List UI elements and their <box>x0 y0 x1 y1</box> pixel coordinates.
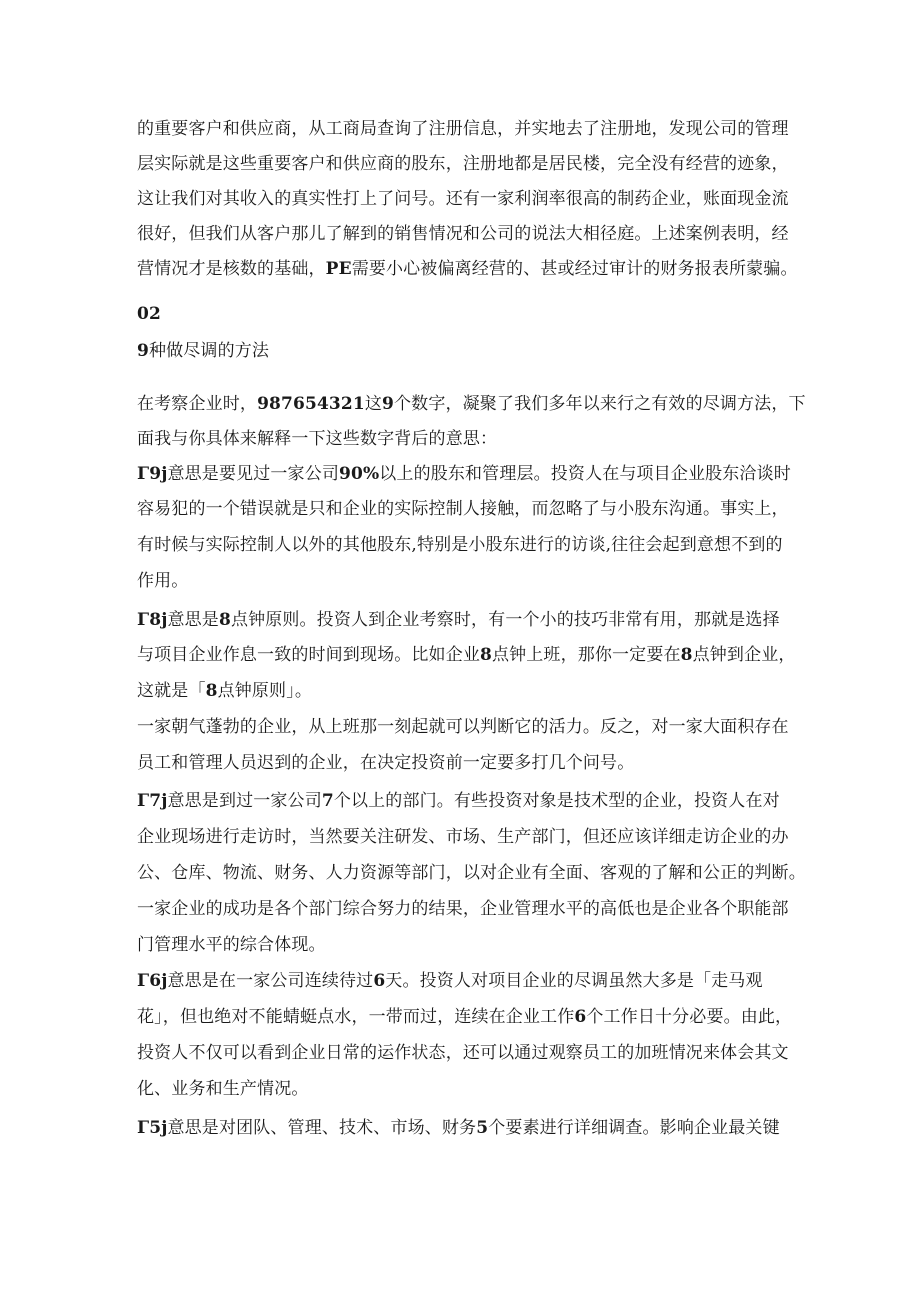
bold-text: Γ7j <box>137 791 168 811</box>
text-run: 一家企业的成功是各个部门综合努力的结果，企业管理水平的高低也是企业各个职能部 <box>137 899 789 919</box>
text-run: 层实际就是这些重要客户和供应商的股东，注册地都是居民楼，完全没有经营的迹象， <box>137 154 789 174</box>
item-9-line <box>137 533 783 557</box>
text-run: 以上的股东和管理层。投资人在与项目企业股东洽谈时 <box>379 464 791 484</box>
item-7-line <box>137 897 789 921</box>
item-7-line <box>137 861 806 885</box>
item-8-line <box>137 608 780 632</box>
text-run: 点钟原则。投资人到企业考察时，有一个小的技巧非常有用，那就是选择 <box>230 610 780 630</box>
item-8-line <box>137 643 796 667</box>
text-run: 营情况才是核数的基础， <box>137 259 326 279</box>
bold-text: 9 <box>382 394 395 414</box>
text-run: 有时候与实际控制人以外的其他股东,特别是小股东进行的访谈,往往会起到意想不到的 <box>137 535 783 555</box>
bold-text: Γ6j <box>137 971 168 991</box>
item-7-line <box>137 825 789 849</box>
text-run: 这让我们对其收入的真实性打上了问号。还有一家利润率很高的制药企业，账面现金流 <box>137 189 789 209</box>
text-run: 需要小心被偏离经营的、甚或经过审计的财务报表所蒙骗。 <box>351 259 798 279</box>
bold-text: 6 <box>574 1007 587 1027</box>
text-run: 面我与你具体来解释一下这些数字背后的意思： <box>137 429 498 449</box>
text-run: 这就是「 <box>137 681 206 701</box>
text-run: 投资人不仅可以看到企业日常的运作状态，还可以通过观察员工的加班情况来体会其文 <box>137 1043 789 1063</box>
bold-text: 5 <box>476 1118 489 1138</box>
paragraph-line <box>137 392 806 416</box>
item-6-line <box>137 1005 792 1029</box>
text-run: 在考察企业时， <box>137 394 258 414</box>
text-run: 个数字，凝聚了我们多年以来行之有效的尽调方法，下 <box>394 394 806 414</box>
text-run: 化、业务和生产情况。 <box>137 1079 309 1099</box>
item-6-line <box>137 1077 309 1101</box>
text-run: 花」，但也绝对不能蜻蜓点水，一带而过，连续在企业工作 <box>137 1007 575 1027</box>
item-6-line <box>137 1041 789 1065</box>
item-7-line <box>137 789 780 813</box>
text-run: 的重要客户和供应商，从工商局查询了注册信息，并实地去了注册地，发现公司的管理 <box>137 119 789 139</box>
text-run: 员工和管理人员迟到的企业，在决定投资前一定要多打几个问号。 <box>137 753 635 773</box>
text-run: 很好，但我们从客户那儿了解到的销售情况和公司的说法大相径庭。上述案例表明，经 <box>137 224 789 244</box>
bold-text: 6 <box>373 971 386 991</box>
text-run: 个工作日十分必要。由此， <box>586 1007 793 1027</box>
text-run: 公、仓库、物流、财务、人力资源等部门，以对企业有全面、客观的了解和公正的判断。 <box>137 863 806 883</box>
paragraph-line <box>137 751 634 775</box>
bold-text: 90% <box>339 464 380 484</box>
paragraph-line <box>137 715 789 739</box>
bold-text: 987654321 <box>257 394 365 414</box>
section-number: 02 <box>137 304 161 324</box>
text-run: 一家朝气蓬勃的企业，从上班那一刻起就可以判断它的活力。反之，对一家大面积存在 <box>137 717 789 737</box>
text-run: 个以上的部门。有些投资对象是技术型的企业，投资人在对 <box>333 791 780 811</box>
paragraph-line <box>137 257 798 281</box>
bold-text: Γ8j <box>137 610 168 630</box>
text-run: 意思是在一家公司连续待过 <box>167 971 374 991</box>
text-run: 意思是 <box>167 610 219 630</box>
text-run: 天。投资人对项目企业的尽调虽然大多是「走马观 <box>385 971 763 991</box>
text-run: 种做尽调的方法 <box>148 341 270 361</box>
text-run: 点钟原则」。 <box>217 681 312 701</box>
bold-text: PE <box>325 259 352 279</box>
item-9-line <box>137 569 188 593</box>
paragraph-line <box>137 187 789 211</box>
text-run: 点钟到企业， <box>692 645 796 665</box>
item-5-line <box>137 1116 780 1140</box>
text-run: 点钟上班，那你一定要在 <box>491 645 681 665</box>
bold-text: 8 <box>205 681 218 701</box>
item-9-line <box>137 462 791 486</box>
paragraph-line <box>137 427 497 451</box>
text-run: 容易犯的一个错误就是只和企业的实际控制人接触，而忽略了与小股东沟通。事实上， <box>137 499 789 519</box>
bold-text: 8 <box>680 645 693 665</box>
text-run: 意思是要见过一家公司 <box>167 464 339 484</box>
text-run: 与项目企业作息一致的时间到现场。比如企业 <box>137 645 480 665</box>
text-run: 意思是到过一家公司 <box>167 791 322 811</box>
bold-text: Γ9j <box>137 464 168 484</box>
text-run: 意思是对团队、管理、技术、市场、财务 <box>167 1118 477 1138</box>
text-run: 门管理水平的综合体现。 <box>137 935 326 955</box>
section-title <box>137 339 269 363</box>
paragraph-line <box>137 222 789 246</box>
paragraph-line <box>137 117 789 141</box>
bold-text: 8 <box>218 610 231 630</box>
bold-text: Γ5j <box>137 1118 168 1138</box>
item-8-line <box>137 679 312 703</box>
text-run: 作用。 <box>137 571 189 591</box>
paragraph-line <box>137 152 789 176</box>
bold-text: 9 <box>137 341 149 361</box>
text-run: 这 <box>364 394 383 414</box>
text-run: 企业现场进行走访时，当然要关注研发、市场、生产部门，但还应该详细走访企业的办 <box>137 827 789 847</box>
text-run: 个要素进行详细调查。影响企业最关键 <box>488 1118 780 1138</box>
item-7-line <box>137 933 326 957</box>
item-9-line <box>137 497 789 521</box>
bold-text: 7 <box>321 791 334 811</box>
item-6-line <box>137 969 763 993</box>
bold-text: 8 <box>480 645 492 665</box>
